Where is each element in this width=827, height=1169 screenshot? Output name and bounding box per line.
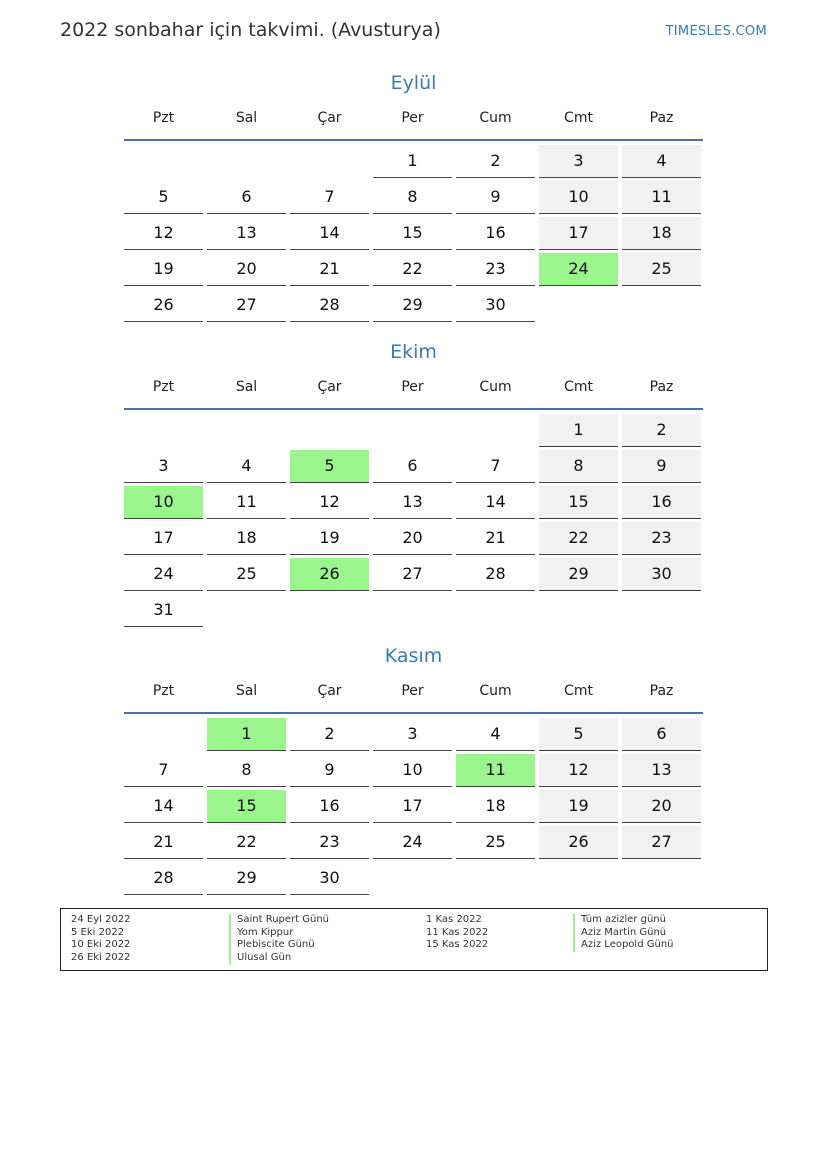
legend-date: 11 Kas 2022 [426, 926, 489, 938]
empty-day-cell [207, 145, 286, 178]
legend-dates-right [426, 914, 488, 952]
week-row [124, 790, 703, 826]
day-cell: 3 [539, 145, 618, 178]
legend-names-right [573, 914, 674, 952]
weekday-header [124, 683, 703, 703]
month-name: Ekim [390, 341, 437, 363]
page-title: 2022 sonbahar için takvimi. (Avusturya) [60, 19, 441, 41]
empty-day-cell [456, 594, 535, 627]
empty-day-cell [456, 414, 535, 447]
week-row [124, 181, 703, 217]
day-cell: 22 [373, 253, 452, 286]
day-cell: 7 [290, 181, 369, 214]
day-cell: 7 [456, 450, 535, 483]
day-cell: 18 [622, 217, 701, 250]
day-cell: 5 [539, 718, 618, 751]
day-cell: 2 [456, 145, 535, 178]
day-cell: 25 [456, 826, 535, 859]
day-cell: 27 [622, 826, 701, 859]
legend-holiday-name: Tüm azizler günü [573, 914, 674, 927]
day-cell: 21 [290, 253, 369, 286]
day-cell: 14 [124, 790, 203, 823]
day-cell: 24 [373, 826, 452, 859]
day-cell: 24 [124, 558, 203, 591]
day-cell: 1 [539, 414, 618, 447]
empty-day-cell [539, 594, 618, 627]
week-row [124, 718, 703, 754]
legend-date: 10 Eki 2022 [71, 939, 131, 951]
weekday-label: Sal [235, 683, 258, 699]
day-cell: 8 [207, 754, 286, 787]
header-divider [124, 712, 703, 714]
legend-holiday-name: Aziz Leopold Günü [573, 939, 674, 952]
day-cell: 23 [290, 826, 369, 859]
week-row [124, 217, 703, 253]
day-cell: 9 [290, 754, 369, 787]
weekday-label: Pzt [152, 379, 175, 395]
weekday-label: Cmt [564, 379, 593, 395]
week-row [124, 414, 703, 450]
day-cell: 12 [124, 217, 203, 250]
weekday-label: Pzt [152, 110, 175, 126]
day-cell: 12 [539, 754, 618, 787]
day-cell: 22 [207, 826, 286, 859]
day-cell: 16 [290, 790, 369, 823]
day-cell: 16 [622, 486, 701, 519]
day-cell: 13 [207, 217, 286, 250]
week-row [124, 289, 703, 325]
day-cell: 21 [124, 826, 203, 859]
empty-day-cell [124, 718, 203, 751]
day-cell: 4 [622, 145, 701, 178]
empty-day-cell [290, 145, 369, 178]
day-cell: 13 [622, 754, 701, 787]
empty-day-cell [124, 145, 203, 178]
empty-day-cell [373, 862, 452, 895]
weekday-label: Per [401, 683, 424, 699]
day-cell: 4 [207, 450, 286, 483]
day-cell: 28 [456, 558, 535, 591]
weekday-label: Çar [317, 379, 342, 395]
day-cell: 27 [373, 558, 452, 591]
day-cell: 13 [373, 486, 452, 519]
empty-day-cell [290, 594, 369, 627]
empty-day-cell [622, 594, 701, 627]
month-name: Eylül [390, 72, 437, 94]
legend-holiday-name: Aziz Martin Günü [573, 927, 674, 940]
day-cell: 6 [622, 718, 701, 751]
weekday-label: Sal [235, 110, 258, 126]
day-cell: 9 [622, 450, 701, 483]
day-cell: 2 [290, 718, 369, 751]
day-cell: 20 [622, 790, 701, 823]
day-cell: 17 [373, 790, 452, 823]
day-cell: 14 [290, 217, 369, 250]
empty-day-cell [622, 862, 701, 895]
holiday-day-cell: 1 [207, 718, 286, 751]
month-calendar [124, 643, 703, 898]
legend-date: 15 Kas 2022 [426, 939, 489, 951]
day-cell: 4 [456, 718, 535, 751]
week-row [124, 558, 703, 594]
day-cell: 29 [539, 558, 618, 591]
month-calendar [124, 339, 703, 630]
day-cell: 5 [124, 181, 203, 214]
weekday-label: Pzt [152, 683, 175, 699]
weekday-label: Çar [317, 683, 342, 699]
week-row [124, 253, 703, 289]
day-grid [124, 718, 703, 898]
day-cell: 26 [539, 826, 618, 859]
empty-day-cell [207, 594, 286, 627]
empty-day-cell [373, 414, 452, 447]
day-cell: 7 [124, 754, 203, 787]
day-cell: 2 [622, 414, 701, 447]
day-cell: 20 [207, 253, 286, 286]
day-cell: 10 [539, 181, 618, 214]
weekday-label: Per [401, 379, 424, 395]
holiday-day-cell: 10 [124, 486, 203, 519]
empty-day-cell [539, 289, 618, 322]
day-cell: 1 [373, 145, 452, 178]
legend-holiday-name: Yom Kippur [229, 927, 329, 940]
day-grid [124, 145, 703, 325]
weekday-label: Cum [479, 379, 512, 395]
day-cell: 3 [373, 718, 452, 751]
site-logo-link[interactable]: TIMESLES.COM [665, 24, 767, 39]
legend-date: 5 Eki 2022 [71, 926, 125, 938]
week-row [124, 450, 703, 486]
week-row [124, 754, 703, 790]
weekday-label: Çar [317, 110, 342, 126]
day-cell: 31 [124, 594, 203, 627]
empty-day-cell [124, 414, 203, 447]
day-cell: 30 [290, 862, 369, 895]
holiday-day-cell: 11 [456, 754, 535, 787]
day-cell: 28 [290, 289, 369, 322]
week-row [124, 522, 703, 558]
day-cell: 6 [207, 181, 286, 214]
weekday-label: Paz [649, 110, 674, 126]
day-cell: 22 [539, 522, 618, 555]
day-cell: 8 [539, 450, 618, 483]
month-calendar [124, 70, 703, 325]
weekday-label: Cmt [564, 110, 593, 126]
day-cell: 15 [539, 486, 618, 519]
day-cell: 30 [456, 289, 535, 322]
day-cell: 8 [373, 181, 452, 214]
day-cell: 29 [373, 289, 452, 322]
day-cell: 19 [124, 253, 203, 286]
day-cell: 14 [456, 486, 535, 519]
legend-date: 24 Eyl 2022 [71, 914, 131, 925]
week-row [124, 594, 703, 630]
day-cell: 23 [456, 253, 535, 286]
day-cell: 23 [622, 522, 701, 555]
header-divider [124, 408, 703, 410]
weekday-label: Paz [649, 683, 674, 699]
month-name: Kasım [384, 645, 443, 667]
holiday-day-cell: 26 [290, 558, 369, 591]
empty-day-cell [456, 862, 535, 895]
day-cell: 16 [456, 217, 535, 250]
holiday-day-cell: 24 [539, 253, 618, 286]
day-cell: 25 [207, 558, 286, 591]
weekday-header [124, 110, 703, 130]
weekday-label: Cmt [564, 683, 593, 699]
legend-holiday-name: Ulusal Gün [229, 952, 329, 965]
weekday-label: Paz [649, 379, 674, 395]
week-row [124, 145, 703, 181]
day-cell: 30 [622, 558, 701, 591]
holiday-day-cell: 15 [207, 790, 286, 823]
day-grid [124, 414, 703, 630]
day-cell: 18 [456, 790, 535, 823]
holiday-day-cell: 5 [290, 450, 369, 483]
header-divider [124, 139, 703, 141]
day-cell: 11 [622, 181, 701, 214]
empty-day-cell [622, 289, 701, 322]
day-cell: 17 [539, 217, 618, 250]
legend-holiday-name: Plebiscite Günü [229, 939, 329, 952]
empty-day-cell [539, 862, 618, 895]
day-cell: 25 [622, 253, 701, 286]
day-cell: 19 [539, 790, 618, 823]
legend-date: 26 Eki 2022 [71, 952, 131, 964]
weekday-header [124, 379, 703, 399]
weekday-label: Sal [235, 379, 258, 395]
day-cell: 26 [124, 289, 203, 322]
day-cell: 6 [373, 450, 452, 483]
empty-day-cell [207, 414, 286, 447]
week-row [124, 486, 703, 522]
empty-day-cell [290, 414, 369, 447]
legend-date: 1 Kas 2022 [426, 914, 482, 925]
weekday-label: Cum [479, 110, 512, 126]
day-cell: 28 [124, 862, 203, 895]
empty-day-cell [373, 594, 452, 627]
week-row [124, 826, 703, 862]
legend-names-left [229, 914, 329, 965]
weekday-label: Cum [479, 683, 512, 699]
day-cell: 19 [290, 522, 369, 555]
day-cell: 20 [373, 522, 452, 555]
day-cell: 12 [290, 486, 369, 519]
day-cell: 15 [373, 217, 452, 250]
day-cell: 11 [207, 486, 286, 519]
holiday-legend [60, 908, 768, 971]
day-cell: 21 [456, 522, 535, 555]
day-cell: 17 [124, 522, 203, 555]
day-cell: 10 [373, 754, 452, 787]
day-cell: 3 [124, 450, 203, 483]
legend-dates-left [71, 914, 131, 965]
weekday-label: Per [401, 110, 424, 126]
legend-holiday-name: Saint Rupert Günü [229, 914, 329, 927]
day-cell: 27 [207, 289, 286, 322]
week-row [124, 862, 703, 898]
day-cell: 18 [207, 522, 286, 555]
day-cell: 9 [456, 181, 535, 214]
day-cell: 29 [207, 862, 286, 895]
